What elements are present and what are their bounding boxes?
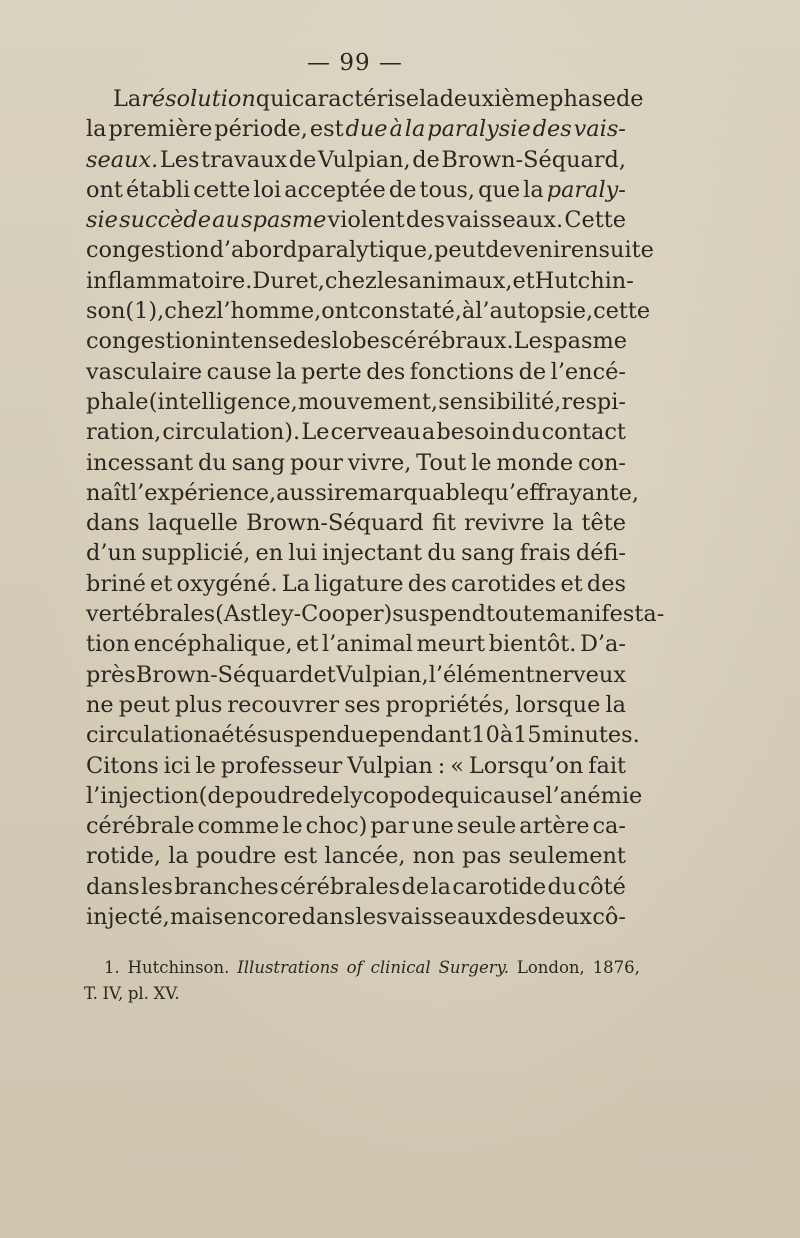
text-line — [86, 359, 626, 389]
word: respi- — [561, 388, 626, 415]
word: du — [547, 873, 577, 900]
word: loi — [253, 176, 282, 203]
word: des — [366, 358, 406, 385]
text-line — [86, 571, 626, 601]
word: 1876, — [592, 958, 640, 977]
word: de — [288, 146, 317, 173]
word: l’encé- — [550, 358, 626, 385]
word: of — [346, 958, 363, 977]
word: ici — [163, 752, 191, 779]
word: manifesta- — [545, 601, 665, 628]
word: Surgery. — [438, 958, 509, 977]
word: de — [315, 782, 344, 809]
word: été — [221, 722, 257, 749]
word: mouvement, — [297, 388, 439, 415]
word: vasculaire — [86, 358, 203, 385]
word: cerveau — [330, 419, 421, 446]
word: peut — [434, 237, 486, 264]
word: Duret, — [252, 267, 325, 294]
word: fait — [588, 752, 626, 779]
word: le — [282, 813, 303, 840]
word: de — [401, 873, 430, 900]
word: d’un — [86, 540, 137, 567]
word: devenir — [485, 237, 571, 264]
word: XV. — [153, 984, 180, 1003]
word: son — [86, 298, 126, 325]
word: de — [412, 146, 440, 173]
word: vaisseaux. — [446, 207, 564, 234]
text-line — [86, 692, 626, 722]
word: nerveux — [534, 661, 626, 688]
word: chez — [164, 298, 217, 325]
word: cause — [206, 358, 272, 385]
word: branches — [174, 873, 279, 900]
word: Illustrations — [237, 958, 339, 977]
word: briné — [86, 570, 146, 597]
word: la — [168, 843, 189, 870]
text-line — [86, 389, 626, 419]
word: encore — [223, 904, 302, 931]
word: congestion — [86, 237, 210, 264]
word: pas — [462, 843, 502, 870]
word: Vulpian, — [335, 661, 429, 688]
word: spasme — [541, 328, 627, 355]
word: encéphalique, — [133, 631, 293, 658]
word: les — [376, 267, 409, 294]
word: le — [471, 449, 492, 476]
word: La — [281, 570, 310, 597]
word: est — [309, 116, 344, 143]
word: perte — [301, 358, 362, 385]
word: dans — [86, 873, 140, 900]
word: suspend — [392, 601, 487, 628]
word: minutes. — [541, 722, 640, 749]
word: oxygéné. — [176, 570, 278, 597]
text-line — [86, 298, 651, 328]
word: des — [407, 570, 447, 597]
word: poudre — [195, 843, 277, 870]
word: une — [411, 813, 454, 840]
word: à — [461, 298, 476, 325]
word: des — [586, 570, 626, 597]
word: paraly- — [546, 176, 626, 203]
word: deuxième — [439, 86, 550, 112]
text-line — [86, 722, 640, 752]
word: Vulpian, — [317, 146, 411, 173]
word: injectant — [322, 540, 423, 567]
word: London, — [516, 958, 585, 977]
word: sang — [461, 540, 515, 567]
word: lycopode — [343, 782, 445, 809]
word: cérébrales — [280, 873, 401, 900]
word: dans — [301, 904, 356, 931]
text-line — [86, 116, 626, 146]
text-line — [86, 479, 640, 510]
word: (1), — [125, 298, 165, 325]
word: à — [389, 116, 403, 143]
word: lorsque — [515, 691, 601, 718]
word: Vulpian — [347, 752, 433, 779]
word: phale — [86, 388, 149, 415]
word: vertébrales — [86, 601, 216, 628]
word: monde — [496, 449, 574, 476]
footnote-line — [104, 958, 640, 984]
word: que — [478, 176, 521, 203]
word: caractérise — [291, 86, 420, 112]
word: l’expérience, — [129, 479, 277, 506]
word: suspendue — [256, 722, 379, 749]
word: Le — [513, 328, 542, 355]
word: intense — [209, 328, 293, 355]
word: l’autopsie, — [475, 298, 594, 325]
word: du — [511, 419, 541, 446]
word: la — [404, 116, 426, 143]
word: circulation — [86, 722, 208, 749]
word: succède — [119, 207, 211, 234]
word: ligature — [314, 570, 404, 597]
word: paralysie — [427, 116, 531, 143]
word: carotides — [450, 570, 557, 597]
word: les — [355, 904, 388, 931]
footnotes — [84, 958, 640, 1010]
text-line — [86, 510, 626, 540]
word: aussi — [276, 479, 335, 506]
word: le — [195, 752, 216, 779]
text-line — [86, 662, 626, 692]
word: naît — [86, 479, 130, 506]
word: les — [140, 873, 173, 900]
word: ont — [321, 298, 359, 325]
word: cette — [193, 176, 251, 203]
word: sensibilité, — [438, 388, 562, 415]
word: : — [437, 752, 446, 779]
word: laquelle — [147, 510, 238, 537]
word: deux — [537, 904, 592, 931]
word: 10 — [471, 722, 500, 749]
word: circulation). — [162, 419, 301, 446]
word: due — [345, 116, 388, 143]
word: au — [212, 207, 240, 234]
word: ensuite — [570, 237, 654, 264]
word: ne — [86, 691, 114, 718]
word: des — [532, 116, 572, 143]
word: Tout — [416, 449, 467, 476]
text-line — [86, 843, 626, 873]
word: seulement — [508, 843, 626, 870]
word: qui — [444, 782, 481, 809]
word: bientôt. — [488, 631, 577, 658]
word: du — [197, 449, 227, 476]
word: sang — [231, 449, 286, 476]
word: sie — [86, 207, 118, 234]
word: phase — [549, 86, 616, 112]
word: constaté, — [358, 298, 462, 325]
word: du — [427, 540, 457, 567]
word: côté — [577, 873, 626, 900]
word: 15 — [513, 722, 542, 749]
word: choc) — [305, 813, 368, 840]
word: lancée, — [324, 843, 406, 870]
word: peut — [118, 691, 170, 718]
text-line — [86, 86, 644, 116]
word: Cette — [564, 207, 626, 234]
word: la — [552, 510, 574, 537]
word: mais — [170, 904, 224, 931]
word: chez — [324, 267, 377, 294]
word: la — [86, 116, 107, 143]
text-line — [86, 782, 643, 813]
word: cérébrale — [86, 813, 195, 840]
word: non — [412, 843, 455, 870]
word: en — [255, 540, 284, 567]
word: des — [497, 904, 538, 931]
word: carotide — [452, 873, 547, 900]
text-line — [86, 147, 626, 177]
word: seaux. — [86, 146, 159, 173]
text-line — [86, 237, 654, 267]
text-line — [86, 753, 626, 783]
text-line — [86, 419, 626, 449]
word: professeur — [220, 752, 343, 779]
word: « — [450, 752, 464, 779]
word: et — [296, 631, 319, 658]
word: Le — [301, 419, 330, 446]
word: fonctions — [409, 358, 515, 385]
word: Lorsqu’on — [468, 752, 584, 779]
word: Les — [159, 146, 200, 173]
word: clinical — [370, 958, 431, 977]
word: tion — [86, 631, 131, 658]
word: animaux,et — [408, 267, 535, 294]
word: a — [207, 722, 222, 749]
word: près — [86, 661, 136, 688]
word: travaux — [201, 146, 288, 173]
word: pendant — [378, 722, 472, 749]
word: la — [430, 873, 451, 900]
word: frais — [519, 540, 571, 567]
word: Hutchin- — [534, 267, 634, 294]
word: poudre — [234, 782, 316, 809]
word: vais- — [573, 116, 626, 143]
word: con- — [577, 449, 626, 476]
word: qu’effrayante, — [480, 479, 640, 506]
word: La — [113, 86, 142, 112]
word: tête — [581, 510, 626, 537]
word: vaisseaux — [387, 904, 498, 931]
word: D’a- — [579, 631, 626, 658]
word: injecté, — [86, 904, 170, 931]
word: (intelligence, — [148, 388, 298, 415]
word: d’abord — [209, 237, 298, 264]
word: l’anémie — [545, 782, 643, 809]
word: première — [108, 116, 213, 143]
word: l’injection — [86, 782, 199, 809]
text-line — [86, 267, 634, 298]
word: seule — [456, 813, 517, 840]
word: lui — [288, 540, 317, 567]
word: 1. — [104, 958, 120, 977]
word: Brown-Séquard — [246, 510, 424, 537]
word: comme — [197, 813, 280, 840]
word: congestion — [86, 328, 210, 355]
word: par — [370, 813, 409, 840]
word: T. — [84, 984, 98, 1003]
word: la — [276, 358, 297, 385]
word: cô- — [592, 904, 626, 931]
word: remarquable — [334, 479, 481, 506]
word: l’homme, — [216, 298, 322, 325]
word: artère — [519, 813, 590, 840]
word: vivre, — [347, 449, 412, 476]
word: cette — [593, 298, 651, 325]
word: Hutchinson. — [127, 958, 230, 977]
word: la — [523, 176, 544, 203]
word: période, — [214, 116, 308, 143]
word: (de — [198, 782, 235, 809]
text-line — [86, 207, 626, 237]
word: de — [615, 86, 644, 112]
word: rotide, — [86, 843, 162, 870]
word: de — [518, 358, 547, 385]
word: établi — [125, 176, 191, 203]
word: besoin — [436, 419, 511, 446]
word: violent — [327, 207, 405, 234]
page-number: — 99 — — [307, 50, 403, 76]
word: Citons — [86, 752, 159, 779]
word: tous, — [419, 176, 476, 203]
word: résolution — [141, 86, 256, 112]
word: recouvrer — [227, 691, 340, 718]
text-line — [86, 177, 626, 207]
word: est — [283, 843, 318, 870]
body-text — [86, 86, 665, 934]
word: contact — [541, 419, 626, 446]
word: cérébraux. — [391, 328, 514, 355]
word: fit — [431, 510, 456, 537]
word: l’animal — [321, 631, 413, 658]
word: inflammatoire. — [86, 267, 253, 294]
word: meurt — [416, 631, 486, 658]
text-line — [86, 328, 626, 358]
word: ont — [86, 176, 123, 203]
word: plus — [174, 691, 223, 718]
word: incessant — [86, 449, 194, 476]
word: l’élément — [428, 661, 535, 688]
word: la — [605, 691, 626, 718]
word: à — [499, 722, 514, 749]
word: toute — [486, 601, 546, 628]
word: IV, — [102, 984, 124, 1003]
word: des — [292, 328, 332, 355]
word: qui — [255, 86, 292, 112]
word: défi- — [575, 540, 626, 567]
word: supplicié, — [141, 540, 251, 567]
word: cause — [480, 782, 546, 809]
word: de — [388, 176, 417, 203]
text-line — [86, 813, 626, 843]
text-line — [86, 601, 665, 631]
footnote-line — [84, 984, 640, 1010]
text-line — [86, 631, 626, 661]
word: a — [421, 419, 436, 446]
word: pour — [290, 449, 343, 476]
word: propriétés, — [385, 691, 511, 718]
text-line — [86, 540, 626, 570]
word: (Astley-Cooper) — [215, 601, 393, 628]
word: ration, — [86, 419, 162, 446]
word: ses — [344, 691, 381, 718]
word: et — [150, 570, 173, 597]
word: Brown-Séquard — [135, 661, 314, 688]
word: ca- — [592, 813, 626, 840]
word: spasme — [241, 207, 327, 234]
word: Brown-Séquard, — [441, 146, 626, 173]
word: paralytique, — [297, 237, 435, 264]
text-line — [86, 450, 626, 480]
word: pl. — [127, 984, 149, 1003]
word: des — [405, 207, 445, 234]
word: et — [313, 661, 336, 688]
text-line — [86, 904, 626, 934]
text-line — [86, 874, 626, 904]
word: revivre — [464, 510, 545, 537]
word: acceptée — [284, 176, 386, 203]
word: dans — [86, 510, 140, 537]
word: et — [560, 570, 583, 597]
word: la — [419, 86, 440, 112]
word: lobes — [331, 328, 392, 355]
